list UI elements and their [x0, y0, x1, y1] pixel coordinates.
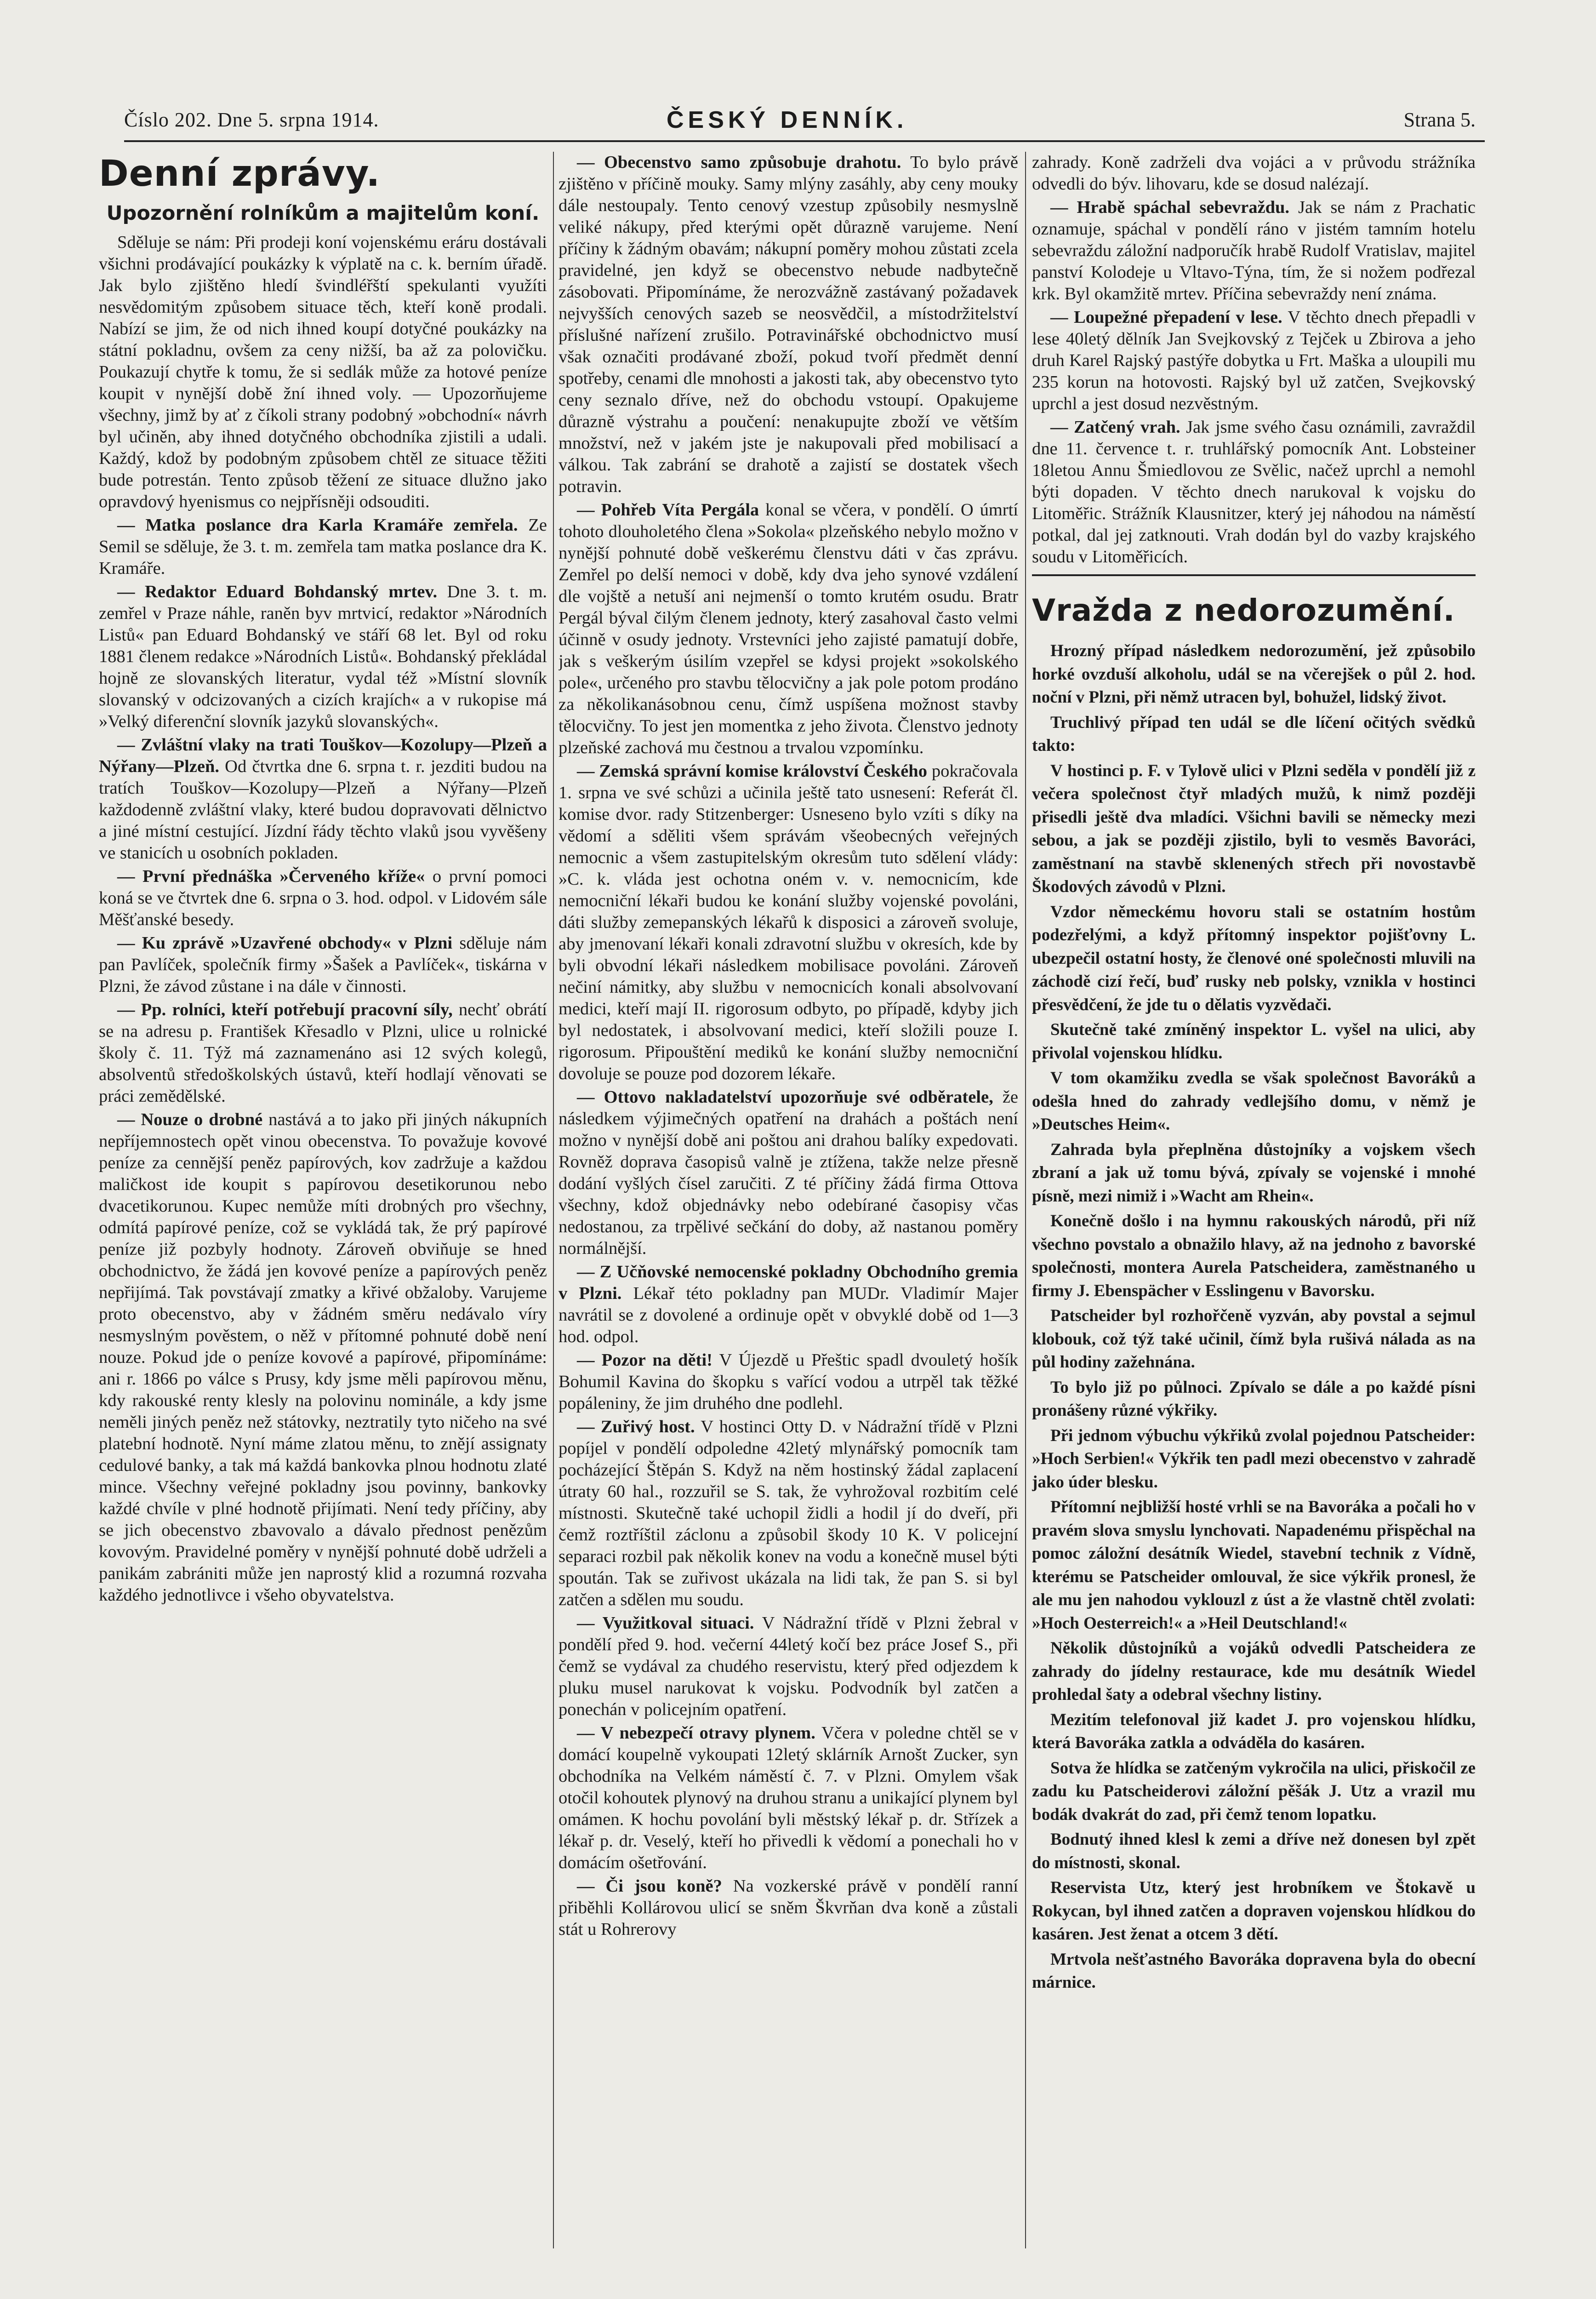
article-paragraph: Mrtvola nešťastného Bavoráka dopravena byla do obecní márnice. — [1032, 1950, 1476, 1992]
item-body: V Nádražní třídě v Plzni žebral v pondělí před 9. hod. večerní 44letý kočí bez práce Josef S., při čemž se vydával za chudého reservistu, který před odjezdem k pluku musel narukovat k vojsku. Podvodník byl zatčen a ponechán v policejním opatření. — [559, 1613, 1018, 1719]
item-headline: — Zuřivý host. — [577, 1417, 695, 1436]
column-divider — [1025, 152, 1026, 2248]
item-body: konal se včera, v pondělí. O úmrtí tohoto dlouholetého člena »Sokola« plzeňského nebylo možno v nynější pohnuté době veškerému členstvu dáti v čas zprávu. Zemřel po delší nemoci v době, kdy dva jeho synové vzdálení dle vojště a netuší ani nejmenší o tomto krutém osudu. Bratr Pergál býval čilým členem jednoty, který zasahoval často velmi účinně v osudy jednoty. Vrstevníci jeho zajisté pamatují dobře, jak s veškerým úsilím vzepřel se kdysi projekt »sokolského pole«, určeného pro stavbu tělocvičny a jak pole potom prodáno za několikanásobnou cenu, čímž uspíšena možnost stavby tělocvičny. To jest jen momentka z jeho života. Členstvo jednoty plzeňské zachová mu čestnou a trvalou vzpomínku. — [559, 500, 1018, 757]
news-item — [1032, 417, 1476, 568]
item-headline: — Ku zprávě »Uzavřené obchody« v Plzni — [117, 933, 453, 953]
item-body: sděluje nám pan Pavlíček, společník firmy »Šašek a Pavlíček«, tiskárna v Plzni, že závod zůstane i na dále v činnosti. — [99, 933, 547, 996]
news-item — [99, 734, 547, 864]
item-body: nechť obrátí se na adresu p. František Křesadlo v Plzni, ulice u rolnické školy č. 11. Týž má zaznamenáno asi 12 svých kolegů, absolventů středoškolských ústavů, kteří hodlají věnovati se práci zemědělské. — [99, 1000, 547, 1106]
column-1 — [99, 152, 547, 2267]
item-headline: — Zemská správní komise království Českého — [577, 761, 927, 781]
issue-date: Číslo 202. Dne 5. srpna 1914. — [124, 109, 379, 131]
column-divider — [553, 152, 554, 2248]
news-item — [559, 1722, 1018, 1874]
article-paragraph: Truchlivý případ ten udál se dle líčení očitých svědků takto: — [1032, 713, 1476, 755]
item-body: Ze Semil se sděluje, že 3. t. m. zemřela tam matka poslance dra K. Kramáře. — [99, 515, 547, 578]
article-body: Sděluje se nám: Při prodeji koní vojenskému eráru dostávali všichni prodávající poukázky k výplatě na c. k. berním úřadě. Jak bylo zjištěno hledí švindléřští spekulanti využíti nesvědomitým způsobem situace těch, kteří koně prodali. Nabízí se jim, že od nich ihned koupí dotyčné poukázky na státní pokladnu, ovšem za ceny nižší, ba až za polovičku. Poukazují chytře k tomu, že si sedlák může za hotové peníze koupit v nynější době žní ihned voly. — Upozorňujeme všechny, jimž by ať z číkoli strany podobný »obchodní« návrh byl učiněn, aby ihned dotyčného obchodníka zjistili a udali. Každý, kdož by podobným způsobem chtěl ze situace těžiti bude potrestán. Tento způsob těžení ze situace dlužno jako opravdový hyenismus co nejpřísněji odsouditi. — [99, 233, 547, 511]
article-paragraph: V hostinci p. F. v Tylově ulici v Plzni seděla v pondělí již z večera společnost čtyř mladých mužů, k nimž později přisedli ještě dva mladíci. Všichni bavili se německy mezi sebou, a jak se později zjistilo, byli to vesměs Bavoráci, zaměstnaní na stavbě sklenených střech při novostavbě Škodových závodů v Plzni. — [1032, 761, 1476, 896]
item-headline: — Či jsou koně? — [577, 1876, 722, 1896]
item-body: Jak se nám z Prachatic oznamuje, spáchal v pondělí ráno v jistém tamním hotelu sebevraždu záložní nadporučík hrabě Rudolf Vratislav, majitel panství Kolodeje u Vltavo-Týna, tím, že si nožem podřezal krk. Byl okamžitě mrtev. Příčina sebevraždy není známa. — [1032, 198, 1476, 303]
article-paragraph: Patscheider byl rozhořčeně vyzván, aby povstal a sejmul klobouk, což týž také učinil, čímž byla rušivá nálada as na půl hodiny zažehnána. — [1032, 1306, 1476, 1372]
page-header — [124, 108, 1485, 142]
article-paragraph: Skutečně také zmíněný inspektor L. vyšel na ulici, aby přivolal vojenskou hlídku. — [1032, 1020, 1476, 1063]
news-item — [559, 761, 1018, 1085]
item-body: Od čtvrtka dne 6. srpna t. r. jezditi budou na tratích Touškov—Kozolupy—Plzeň a Nýřany—Plzeň každodenně zvláštní vlaky, které budou dopravovati dělnictvo a jiné místní cestující. Jízdní řády těchto vlaků jsou vyvěšeny ve stanicích u osobních pokladen. — [99, 757, 547, 863]
article-paragraph: Několik důstojníků a vojáků odvedli Patscheidera ze zahrady do jídelny restaurace, kde mu desátník Wiedel prohledal šaty a odebral všechny listiny. — [1032, 1639, 1476, 1704]
item-body: Lékař této pokladny pan MUDr. Vladimír Majer navrátil se z dovolené a ordinuje opět v obvyklé době od 1—3 hod. odpol. — [559, 1284, 1018, 1346]
item-headline: — Pp. rolníci, kteří potřebují pracovní síly, — [117, 1000, 453, 1019]
item-body: že následkem výjimečných opatření na drahách a poštách není možno v nynější době ani poštou ani drahou balíky expedovati. Rovněž doprava časopisů valně je ztížena, takže nelze přesně dodání vyšlých čísel zaručiti. Z té příčiny žádá firma Ottova všechny, kdož objednávky nebo odebírané časopisy včas nedostanou, za trpělivé sečkání do doby, až nastanou poměry normálnější. — [559, 1087, 1018, 1258]
item-headline: — Zvláštní vlaky na trati Touškov—Kozolupy—Plzeň a Nýřany—Plzeň. — [99, 735, 547, 776]
news-item — [559, 1416, 1018, 1611]
article-paragraph: Konečně došlo i na hymnu rakouských národů, při níž všechno povstalo a obnažilo hlavy, až na jednoho z bavorské společnosti, montera Aurela Patscheidera, zaměstnaného u firmy J. Ebenspächer v Esslingenu v Bavorsku. — [1032, 1212, 1476, 1300]
item-body: pokračovala 1. srpna ve své schůzi a učinila ještě tato usnesení: Referát čl. komise dvor. rady Stitzenberger: Usneseno bylo vzíti s díky na vědomí a sděliti všem správám všeobecných veřejných nemocnic a všem zastupitelským okresům tuto sdělení vlády: »C. k. vláda jest ochotna oném v. v. nemocnicím, kde nemocniční lékaři budou ke konání služby vojenské povoláni, dáti služby zemepanských lékařů k disposici a zároveň svoluje, aby jmenovaní lékaři konali zdravotní službu v okresích, kde by byli obvodní lékaři následkem mobilisace povoláni. Zároveň nečiní námitky, aby službu v nemocnicích konali absolvovaní medici, kteří mají II. rigorosum odbyto, po případě, kdyby jich byl nedostatek, i absolvovaní medici, kteří složili pouze I. rigorosum. Připouštění mediků ke konání služby nemocniční dovoluje se pouze pod dozorem lékaře. — [559, 761, 1018, 1083]
article-paragraph: V tom okamžiku zvedla se však společnost Bavoráků a odešla hned do zahrady vedlejšího domu, v němž je »Deutsches Heim«. — [1032, 1069, 1476, 1134]
item-headline: — V nebezpečí otravy plynem. — [577, 1723, 815, 1743]
article-paragraph: Hrozný případ následkem nedorozumění, jež způsobilo horké ovzduší alkoholu, udál se na včerejšek o půl 2. hod. noční v Plzni, při němž utracen byl, bohužel, lidský život. — [1032, 641, 1476, 707]
page-number: Strana 5. — [1403, 109, 1476, 131]
continued-text: zahrady. Koně zadrželi dva vojáci a v průvodu strážníka odvedli do býv. lihovaru, kde se dosud nalézají. — [1032, 153, 1476, 194]
item-headline: — Redaktor Eduard Bohdanský mrtev. — [117, 582, 438, 601]
article-paragraph: Reservista Utz, který jest hrobníkem ve Štokavě u Rokycan, byl ihned zatčen a dopraven vojenskou hlídkou do kasáren. Jest ženat a otcem 3 dětí. — [1032, 1878, 1476, 1944]
news-item — [99, 932, 547, 997]
item-body: nastává a to jako při jiných nákupních nepříjemnostech opět vinou obecenstva. To považuje kovové peníze za cennější peněz papírových, kov zadržuje a každou maličkost ide koupit s papírovou desetikorunou nebo dvacetikorunou. Kupec nemůže míti drobných pro všechny, odmítá papírové peníze, což se vykládá tak, že prý papírové peníze již pozbyly hodnoty. Zároveň obviňuje se hned obchodnictvo, že žádá jen kovové peníze a papírových peněz nepřijímá. Tak povstávají zmatky a křivé obžaloby. Varujeme proto obecenstvo, aby v žádném směru nedávalo víry nesmyslným pověstem, o něž v přítomné pohnuté době není nouze. Pokud jde o peníze kovové a papírové, připomínáme: ani r. 1866 po válce s Prusy, kdy jsme měli papírovou měnu, kdy rakouské renty klesly na polovinu nominále, a kdy jsme neměli jiných peněz než státovky, neztratily tyto ničeho na své platební hodnotě. Nyní máme zlatou měnu, to znějí assignaty cedulové banky, a tak má každá bankovka plnou hodnotu zlaté mince. Všechny veřejné pokladny jsou povinny, bankovky každé chvíle v plné hodnotě přijímati. Není tedy příčiny, aby se jich obecenstvo zbavovalo a dávalo přednost penězům kovovým. Pravidelné poměry v nynější pohnuté době udrželi a panikám zabrániti může jen naprostý klid a rozumná rozvaha každého jednotlivce i všeho obyvatelstva. — [99, 1110, 547, 1605]
article-paragraph: Vzdor německému hovoru stali se ostatním hostům podezřelými, a když přítomný inspektor pojišťovny L. ubezpečil ostatní hosty, že členové oné společnosti mluvili na záchodě cizí řečí, buď rusky neb polsky, vznikla v hostinci přesvědčení, že jde tu o dělatis vyzvědači. — [1032, 902, 1476, 1014]
item-headline: — Z Učňovské nemocenské pokladny Obchodního gremia v Plzni. — [559, 1262, 1018, 1303]
item-body: V Újezdě u Přeštic spadl dvouletý hošík Bohumil Kavina do škopku s vařící vodou a utrpěl tak těžké popáleniny, že jim druhého dne podlehl. — [559, 1350, 1018, 1413]
news-item — [559, 1350, 1018, 1414]
article-paragraph: Sotva že hlídka se zatčeným vykročila na ulici, přiskočil ze zadu ku Patscheiderovi záložní pěšák J. Utz a vrazil mu bodák dvakrát do zad, při čemž tenom lopatku. — [1032, 1758, 1476, 1824]
item-headline: — Loupežné přepadení v lese. — [1050, 308, 1282, 327]
item-body: Dne 3. t. m. zemřel v Praze náhle, raněn byv mrtvicí, redaktor »Národních Listů« pan Eduard Bohdanský ve stáří 68 let. Byl od roku 1881 členem redakce »Národních Listů«. Bohdanský překládal hojně ze slovanských literatur, vydal též »Místní slovník slovanský v odcizovaných a cizích krajích« a v rukopise má »Velký diferenční slovník jazyků slovanských«. — [99, 582, 547, 731]
item-headline: — Hrabě spáchal sebevraždu. — [1050, 198, 1290, 217]
item-headline: — Pozor na děti! — [577, 1350, 712, 1370]
column-3 — [1032, 152, 1476, 2267]
item-headline: — Pohřeb Víta Pergála — [577, 500, 759, 520]
news-item — [1032, 197, 1476, 305]
item-headline: — První přednáška »Červeného kříže« — [117, 867, 425, 886]
item-body: V hostinci Otty D. v Nádražní třídě v Plzni popíjel v pondělí odpoledne 42letý mlynářský pomocník tam pocházející Štěpán S. Když na něm hostinský žádal zaplacení útraty 60 hal., rozzuřil se S. tak, že vyhrožoval rozbitím celé místnosti. Skutečně také uchopil židli a hodil jí do dveří, při čemž roztříštil záclonu a způsobil škody 10 K. V policejní separaci rozbil pak několik konev na vodu a konečně musel býti spoután. Tak se zuřivost ukázala na lidi tak, že pan S. si byl zatčen a sdělen mu soudu. — [559, 1417, 1018, 1609]
news-item — [99, 866, 547, 931]
item-headline: — Nouze o drobné — [117, 1110, 263, 1129]
news-item — [559, 499, 1018, 759]
article-title: Upozornění rolníkům a majitelům koní. — [106, 202, 540, 225]
article-paragraph: Mezitím telefonoval již kadet J. pro vojenskou hlídku, která Bavoráka zatkla a odváděla do kasáren. — [1032, 1710, 1476, 1752]
article-paragraph: Zahrada byla přeplněna důstojníky a vojskem všech zbraní a jak už tomu bývá, zpívaly se vojenské i mnohé písně, mezi nimiž i »Wacht am Rhein«. — [1032, 1140, 1476, 1206]
item-headline: — Matka poslance dra Karla Kramáře zemřela. — [117, 515, 518, 535]
item-body: To bylo právě zjištěno v příčině mouky. Samy mlýny zasáhly, aby ceny mouky dále nestoupaly. Tento cenový vzestup způsobily nesmyslně veliké nákupy, před kterými opět důrazně varujeme. Není příčiny k žádným obavám; nákupní poměry mohou zůstati zcela pravidelné, jen když se obecenstvo nebude nadbytečně zásobovati. Připomínáme, že nerozvážně zastávaný požadavek nejvyšších cenových sazeb se neosvědčil, a místodržitelství příslušné nařízení zrušilo. Potravinářské obchodnictvo musí však označiti prodávané zboží, pokud tvoří předmět denní spotřeby, cenami dle mnohosti a jakosti tak, aby obecenstvo tyto ceny seznalo dříve, než do obchodu vstoupí. Opakujeme důrazně výstrahu a poučení: nenakupujte zboží ve větším množství, než v jakém jste je nakupovali před mobilisací a válkou. Tak zabrání se drahotě a zajistí se dostatek všech potravin. — [559, 153, 1018, 496]
news-item — [99, 581, 547, 732]
article-paragraph: Při jednom výbuchu výkřiků zvolal pojednou Patscheider: »Hoch Serbien!« Výkřik ten padl mezi obecenstvo v zahradě jako úder blesku. — [1032, 1426, 1476, 1492]
news-item — [1032, 307, 1476, 415]
section-divider — [1032, 574, 1476, 576]
news-item — [559, 152, 1018, 498]
section-title: Vražda z nedorozumění. — [1032, 593, 1455, 628]
news-item — [559, 1261, 1018, 1348]
article-paragraph: Bodnutý ihned klesl k zemi a dříve než donesen byl zpět do místnosti, skonal. — [1032, 1830, 1476, 1872]
news-item — [99, 515, 547, 579]
item-body: Včera v poledne chtěl se v domácí koupelně vykoupati 12letý sklárník Arnošt Zucker, syn obchodníka na Velkém náměstí č. 7. v Plzni. Omylem však otočil kohoutek plynový na druhou stranu a unikající plynem byl omámen. K hochu povolání byli městský lékař p. dr. Střízek a lékař p. dr. Veselý, kteří ho přivedli k vědomí a ponechali ho v domácím ošetřování. — [559, 1723, 1018, 1872]
item-body: Na vozkerské právě v pondělí ranní přiběhli Kollárovou ulicí se sněm Škvrňan dva koně a zůstali stát u Rohrerovy — [559, 1876, 1018, 1939]
item-body: V těchto dnech přepadli v lese 40letý dělník Jan Svejkovský z Tejček u Zbirova a jeho druh Karel Rajský pastýře dobytka u Frt. Maška a uloupili mu 235 korun na hotovosti. Rajský byl už zatčen, Svejkovský uprchl a jest dosud nezvěstným. — [1032, 308, 1476, 413]
news-item — [559, 1087, 1018, 1259]
section-title: Denní zprávy. — [99, 153, 381, 194]
news-item — [99, 1109, 547, 1606]
news-item — [559, 1876, 1018, 1940]
item-headline: — Využitkoval situaci. — [577, 1613, 754, 1633]
news-item — [99, 999, 547, 1107]
item-headline: — Ottovo nakladatelství upozorňuje své odběratele, — [577, 1087, 993, 1107]
item-headline: — Obecenstvo samo způsobuje drahotu. — [577, 153, 901, 172]
news-item — [559, 1613, 1018, 1721]
masthead: ČESKÝ DENNÍK. — [667, 107, 908, 133]
article-paragraph: Přítomní nejbližší hosté vrhli se na Bavoráka a počali ho v pravém slova smyslu lynchovati. Napadenému přispěchal na pomoc záložní desátník Wiedel, stavební technik z Vídně, kterému se Patscheider omlouval, že sice výkřik pronesl, že ale mu jen nahodou vyklouzl z úst a že vlastně chtěl zvolati: »Hoch Oesterreich!« a »Heil Deutschland!« — [1032, 1498, 1476, 1633]
column-2 — [559, 152, 1018, 2267]
item-headline: — Zatčený vrah. — [1050, 417, 1180, 437]
item-body: o první pomoci koná se ve čtvrtek dne 6. srpna o 3. hod. odpol. v Lidovém sále Měšťanské besedy. — [99, 867, 547, 929]
item-body: Jak jsme svého času oznámili, zavraždil dne 11. července t. r. truhlářský pomocník Ant. Lobsteiner 18letou Annu Šmiedlovou ze Svělic, načež uprchl a nemohl býti dopaden. V těchto dnech narukoval k vojsku do Litoměřic. Strážník Klausnitzer, který jej náhodou na náměstí potkal, dal jej zatknouti. Vrah dodán byl do vazby krajského soudu v Litoměřicích. — [1032, 417, 1476, 566]
article-paragraph: To bylo již po půlnoci. Zpívalo se dále a po každé písni pronášeny různé výkřiky. — [1032, 1378, 1476, 1420]
